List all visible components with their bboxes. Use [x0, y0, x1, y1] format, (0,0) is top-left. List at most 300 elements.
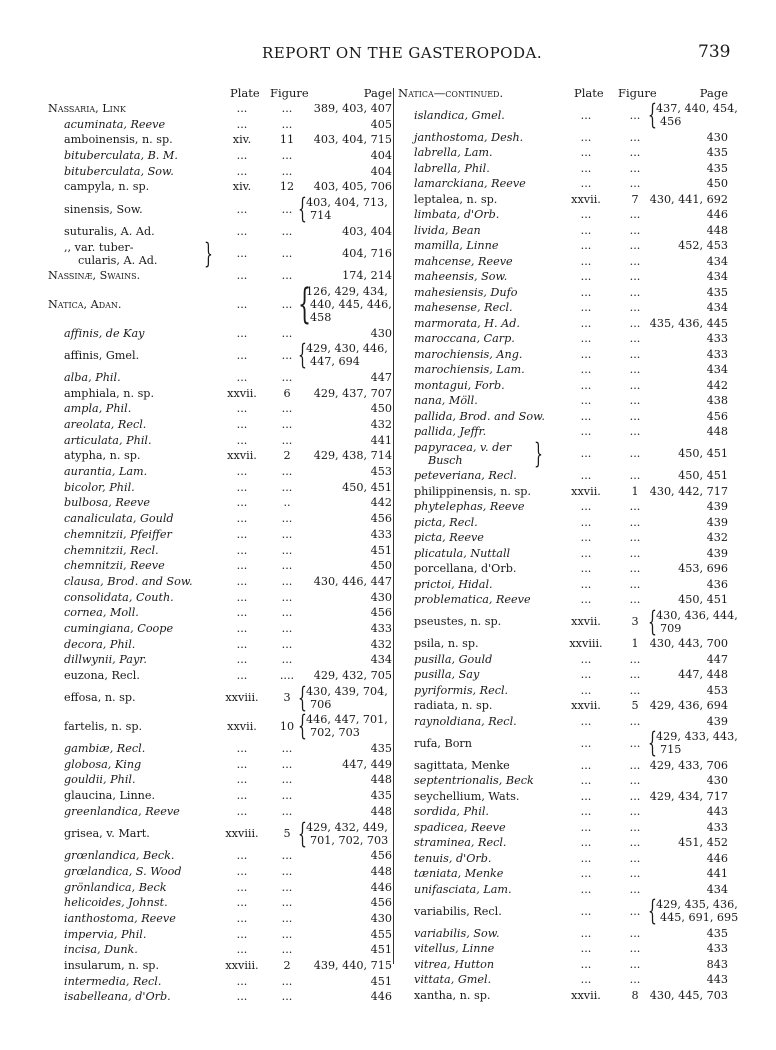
entry-name: pusilla, Gould: [414, 652, 493, 666]
entry-name: pallida, Brod. and Sow.: [414, 409, 545, 423]
entry-name: euzona, Recl.: [64, 669, 140, 682]
entry-figure: ...: [629, 714, 641, 728]
entry-pages: 404: [370, 149, 392, 163]
index-entry: [48, 928, 392, 944]
entry-name: chemnitzii, Recl.: [64, 543, 159, 557]
entry-plate: ...: [236, 574, 248, 588]
entry-plate: ...: [236, 896, 248, 910]
index-entry: [398, 805, 728, 821]
entry-pages: 446: [370, 990, 392, 1004]
entry-name: spadicea, Reeve: [414, 820, 506, 834]
brace-glyph: }: [534, 436, 543, 470]
index-entry: [398, 883, 728, 899]
entry-figure: ...: [629, 668, 641, 681]
index-entry: [48, 742, 392, 758]
entry-figure: 10: [279, 719, 295, 733]
entry-pages: 435: [370, 742, 392, 756]
entry-figure: 12: [279, 180, 295, 194]
entry-name: affinis, Gmel.: [64, 348, 140, 362]
entry-name: consolidata, Couth.: [64, 590, 174, 604]
entry-name: nana, Möll.: [414, 394, 478, 407]
entry-figure: 5: [283, 827, 291, 840]
index-entry: [398, 942, 728, 958]
entry-plate: ...: [236, 669, 248, 682]
entry-pages: 429, 432, 705: [313, 669, 392, 682]
entry-name: marmorata, H. Ad.: [414, 316, 520, 330]
entry-name: papyracea, v. der Busch: [414, 440, 512, 467]
entry-name: plicatula, Nuttall: [414, 546, 511, 560]
entry-pages: 456: [370, 606, 392, 620]
entry-figure: ...: [281, 804, 293, 818]
entry-plate: ...: [580, 820, 592, 834]
entry-plate: xxvii.: [571, 192, 601, 206]
entry-plate: ...: [580, 409, 592, 423]
entry-figure: ...: [629, 347, 641, 361]
entry-figure: ...: [281, 480, 293, 494]
entry-figure: ...: [281, 864, 293, 878]
entry-figure: ...: [281, 224, 293, 238]
entry-figure: ...: [281, 202, 293, 216]
index-entry: [398, 668, 728, 684]
index-entry: [398, 593, 728, 609]
entry-plate: ...: [580, 500, 592, 513]
entry-pages: 451: [370, 974, 392, 988]
entry-name: labrella, Lam.: [414, 146, 493, 159]
entry-plate: ...: [580, 904, 592, 918]
entry-pages: 450, 451: [678, 469, 728, 482]
entry-name: prictoi, Hidal.: [414, 577, 493, 591]
index-entry: [48, 528, 392, 544]
entry-plate: ...: [580, 447, 592, 460]
entry-pages: 430: [706, 130, 728, 144]
entry-figure: ...: [281, 269, 293, 283]
entry-name: montagui, Forb.: [414, 378, 505, 392]
entry-name: picta, Recl.: [414, 515, 478, 529]
entry-name: pusilla, Say: [414, 668, 480, 681]
entry-plate: ...: [236, 773, 248, 787]
entry-pages: 433: [370, 527, 392, 541]
index-entry: [48, 849, 392, 865]
entry-pages: 404: [370, 164, 392, 178]
entry-plate: ...: [580, 836, 592, 849]
entry-figure: ...: [281, 637, 293, 651]
entry-figure: 5: [631, 699, 639, 712]
entry-figure: ...: [629, 867, 641, 880]
entry-plate: xiv.: [232, 180, 252, 194]
entry-plate: ...: [580, 867, 592, 880]
index-entry: [48, 896, 392, 912]
entry-plate: ...: [236, 637, 248, 651]
entry-plate: ...: [236, 348, 248, 362]
entry-pages: 429, 438, 714: [313, 449, 392, 463]
entry-pages: 433: [706, 347, 728, 361]
index-entry: [48, 279, 392, 328]
plate-header: Plate: [230, 86, 260, 100]
entry-pages: 434: [706, 301, 728, 314]
entry-figure: ...: [629, 409, 641, 423]
index-entry: [398, 348, 728, 364]
entry-figure: ...: [281, 789, 293, 803]
entry-pages: 437, 440, 454, 456: [656, 102, 738, 128]
entry-plate: xiv.: [232, 133, 252, 147]
entry-name: septentrionalis, Beck: [414, 774, 534, 787]
entry-plate: ...: [236, 804, 248, 818]
entry-pages: 403, 404, 715: [313, 133, 392, 147]
entry-figure: ...: [629, 577, 641, 591]
index-entry: [398, 162, 728, 178]
entry-figure: ...: [281, 348, 293, 362]
index-entry: [48, 559, 392, 575]
index-entry: [48, 418, 392, 434]
entry-pages: 126, 429, 434, 440, 445, 446, 458: [306, 284, 392, 324]
entry-pages: 429, 430, 446, 447, 694: [306, 342, 388, 369]
entry-plate: ...: [580, 942, 592, 955]
entry-figure: ...: [281, 943, 293, 957]
index-entry: [48, 758, 392, 774]
entry-pages: 433: [706, 942, 728, 955]
entry-plate: ...: [236, 512, 248, 526]
entry-name: bituberculata, B. M.: [64, 149, 178, 163]
entry-pages: 441: [706, 867, 728, 880]
entry-figure: ...: [281, 742, 293, 756]
entry-plate: ...: [580, 577, 592, 591]
index-entry: [48, 773, 392, 789]
entry-pages: 430: [370, 590, 392, 604]
entry-figure: 1: [631, 637, 639, 650]
entry-figure: ...: [629, 683, 641, 697]
entry-plate: ...: [236, 559, 248, 573]
index-entry: [398, 821, 728, 837]
index-entry: [48, 975, 392, 991]
entry-pages: 430: [370, 911, 392, 925]
entry-plate: ...: [580, 332, 592, 345]
entry-pages: 432: [706, 531, 728, 544]
entry-figure: ...: [629, 363, 641, 376]
entry-name: decora, Phil.: [64, 637, 136, 651]
entry-figure: 11: [279, 133, 295, 147]
entry-figure: ...: [629, 789, 641, 803]
entry-name: bituberculata, Sow.: [64, 164, 174, 178]
entry-figure: ...: [629, 208, 641, 221]
entry-pages: 430, 439, 704, 706: [306, 684, 388, 711]
entry-plate: xxvii.: [571, 699, 601, 712]
entry-figure: ...: [629, 146, 641, 159]
index-entry: [398, 500, 728, 516]
entry-plate: ...: [580, 425, 592, 438]
index-entry: [398, 98, 738, 131]
entry-plate: ...: [236, 606, 248, 620]
index-entry: [48, 327, 392, 343]
entry-name: incisa, Dunk.: [64, 943, 138, 957]
index-entry: [48, 481, 392, 497]
entry-figure: ...: [629, 904, 641, 918]
entry-pages: 429, 433, 706: [649, 758, 728, 772]
entry-name: pyriformis, Recl.: [414, 683, 509, 697]
entry-plate: ...: [580, 208, 592, 221]
entry-name: variabilis, Sow.: [414, 926, 500, 940]
page-header-label: Page: [363, 86, 392, 100]
entry-name: sagittata, Menke: [414, 758, 510, 772]
entry-pages: 453: [706, 683, 728, 697]
entry-name: amphiala, n. sp.: [64, 386, 155, 400]
entry-name: maroccana, Carp.: [414, 332, 515, 345]
entry-figure: ...: [629, 882, 641, 896]
entry-plate: ...: [236, 247, 248, 260]
entry-name: phytelephas, Reeve: [414, 500, 525, 513]
entry-pages: 451: [370, 543, 392, 557]
entry-figure: ...: [281, 773, 293, 787]
entry-figure: ...: [629, 973, 641, 986]
entry-name: fartelis, n. sp.: [64, 719, 143, 733]
index-entry: [398, 578, 728, 594]
index-entry: [48, 236, 392, 270]
entry-plate: ...: [580, 239, 592, 252]
brace-glyph: {: [298, 816, 307, 850]
entry-figure: ...: [629, 108, 641, 122]
entry-name: campyla, n. sp.: [64, 180, 150, 194]
entry-name: grisea, v. Mart.: [64, 827, 150, 840]
entry-pages: 429, 432, 449, 701, 702, 703: [306, 820, 389, 847]
entry-pages: 456: [370, 896, 392, 910]
entry-pages: 448: [370, 773, 392, 787]
index-entry: [398, 301, 728, 317]
page-header: [0, 44, 776, 66]
entry-pages: 435: [370, 789, 392, 803]
entry-figure: ...: [281, 849, 293, 863]
index-entry: [48, 133, 392, 149]
entry-pages: 435: [706, 146, 728, 159]
entry-figure: ...: [629, 447, 641, 460]
entry-pages: 430, 441, 692: [649, 192, 728, 206]
entry-figure: ...: [629, 177, 641, 190]
entry-plate: ...: [236, 370, 248, 384]
index-entry: [398, 927, 728, 943]
entry-plate: ...: [580, 683, 592, 697]
entry-plate: ...: [580, 789, 592, 803]
index-entry: [48, 669, 392, 685]
index-entry: [48, 881, 392, 897]
column-header-right: [398, 86, 728, 102]
index-entry: [398, 547, 728, 563]
entry-pages: 443: [706, 973, 728, 986]
entry-name: livida, Bean: [414, 223, 481, 237]
entry-name: chemnitzii, Pfeiffer: [64, 527, 172, 541]
entry-figure: ..: [283, 496, 291, 510]
index-entry: [48, 371, 392, 387]
entry-plate: ...: [580, 254, 592, 268]
entry-pages: 450, 451: [678, 593, 728, 606]
index-column-left: [48, 86, 392, 1006]
entry-figure: ...: [281, 543, 293, 557]
index-entry: [398, 516, 728, 532]
entry-figure: ...: [281, 927, 293, 941]
index-column-right: [398, 86, 739, 1004]
index-entry: [398, 958, 728, 974]
entry-pages: 429, 434, 717: [649, 789, 728, 803]
entry-pages: 430: [706, 774, 728, 787]
index-entry: [398, 852, 728, 868]
entry-figure: 8: [631, 988, 639, 1002]
entry-name: philippinensis, n. sp.: [414, 484, 531, 498]
index-entry: [48, 118, 392, 134]
entry-figure: ...: [629, 546, 641, 560]
index-entry: [398, 317, 728, 333]
entry-figure: ...: [629, 332, 641, 345]
index-entry: [48, 465, 392, 481]
entry-name: bicolor, Phil.: [64, 480, 135, 494]
page-number: 739: [698, 42, 731, 62]
entry-figure: ...: [281, 896, 293, 910]
index-entry: [48, 387, 392, 403]
entry-figure: ...: [629, 942, 641, 955]
entry-pages: 448: [370, 864, 392, 878]
entry-figure: ...: [629, 161, 641, 175]
page-header-label: Page: [699, 86, 728, 100]
entry-plate: xxviii.: [225, 959, 259, 972]
index-entry: [48, 102, 392, 118]
entry-pages: 450: [706, 177, 728, 190]
index-entry: [398, 410, 728, 426]
entry-figure: ...: [281, 574, 293, 588]
entry-plate: ...: [580, 882, 592, 896]
entry-figure: ...: [281, 757, 293, 771]
entry-plate: ...: [236, 653, 248, 667]
entry-figure: ...: [629, 394, 641, 407]
entry-name: Natica, Adan.: [48, 297, 122, 311]
entry-figure: ...: [629, 531, 641, 544]
entry-pages: 435: [706, 285, 728, 299]
entry-name: limbata, d'Orb.: [414, 208, 500, 221]
entry-pages: 450, 451: [678, 447, 728, 460]
entry-plate: ...: [580, 515, 592, 529]
entry-plate: ...: [580, 363, 592, 376]
index-entry: [48, 269, 392, 285]
entry-pages: 430, 436, 444, 709: [656, 608, 738, 635]
entry-plate: ...: [580, 177, 592, 190]
entry-pages: 456: [370, 512, 392, 526]
entry-figure: ...: [629, 500, 641, 513]
entry-name: bulbosa, Reeve: [64, 496, 150, 510]
index-entry: [48, 805, 392, 821]
entry-plate: xxvii.: [571, 615, 601, 628]
entry-figure: ...: [281, 512, 293, 526]
entry-pages: 429, 435, 436, 445, 691, 695: [656, 898, 739, 924]
index-entry: [398, 485, 728, 501]
index-list-left: [48, 102, 392, 1006]
entry-figure: 2: [283, 959, 291, 972]
brace-glyph: {: [298, 279, 312, 328]
index-entry: [398, 759, 728, 775]
index-entry: [398, 224, 728, 240]
index-entry: [48, 496, 392, 512]
entry-pages: 446, 447, 701, 702, 703: [306, 713, 388, 740]
entry-figure: ...: [629, 223, 641, 237]
entry-plate: xxviii.: [225, 827, 259, 840]
entry-figure: ...: [281, 465, 293, 479]
entry-figure: ...: [281, 911, 293, 925]
index-entry: [398, 726, 738, 759]
section-continued-title: Natica—continued.: [398, 86, 504, 100]
entry-name: straminea, Recl.: [414, 836, 507, 849]
index-entry: [48, 638, 392, 654]
column-divider: [393, 88, 394, 964]
entry-plate: ...: [236, 117, 248, 131]
entry-pages: 439, 440, 715: [313, 959, 392, 972]
entry-plate: ...: [236, 621, 248, 635]
entry-plate: ...: [580, 851, 592, 865]
index-entry: [48, 816, 392, 850]
brace-glyph: {: [648, 726, 657, 759]
index-entry: [48, 338, 392, 372]
entry-pages: 434: [706, 270, 728, 283]
entry-plate: ...: [236, 164, 248, 178]
entry-figure: ...: [281, 402, 293, 416]
entry-plate: ...: [580, 774, 592, 787]
index-entry: [398, 867, 728, 883]
entry-name: mahesiensis, Dufo: [414, 285, 518, 299]
entry-pages: 429, 436, 694: [649, 699, 728, 712]
entry-pages: 432: [370, 637, 392, 651]
entry-pages: 435: [706, 926, 728, 940]
index-entry: [48, 225, 392, 241]
entry-name: grœnlandica, Beck.: [64, 849, 175, 863]
index-entry: [398, 894, 739, 927]
entry-name: janthostoma, Desh.: [414, 130, 524, 144]
entry-plate: xxvii.: [571, 988, 601, 1002]
entry-figure: ...: [629, 515, 641, 529]
entry-name: suturalis, A. Ad.: [64, 224, 155, 238]
entry-name: grönlandica, Beck: [64, 880, 167, 894]
entry-name: helicoides, Johnst.: [64, 896, 168, 910]
brace-glyph: {: [298, 338, 307, 372]
entry-figure: ...: [629, 562, 641, 575]
entry-pages: 435, 436, 445: [649, 316, 728, 330]
entry-pages: 429, 433, 443, 715: [656, 730, 738, 756]
index-entry: [48, 959, 392, 975]
figure-header: Figure: [618, 86, 657, 100]
entry-figure: ...: [281, 370, 293, 384]
index-entry: [398, 394, 728, 410]
entry-pages: 433: [706, 820, 728, 834]
entry-pages: 447, 449: [342, 757, 392, 771]
index-entry: [48, 449, 392, 465]
entry-plate: ...: [236, 990, 248, 1004]
index-entry: [48, 943, 392, 959]
entry-pages: 434: [370, 653, 392, 667]
entry-name: globosa, King: [64, 757, 142, 771]
entry-plate: ...: [236, 864, 248, 878]
index-entry: [48, 591, 392, 607]
index-entry: [398, 637, 728, 653]
entry-figure: ...: [629, 316, 641, 330]
entry-pages: 405: [370, 117, 392, 131]
entry-name: greenlandica, Reeve: [64, 804, 180, 818]
entry-figure: 7: [631, 192, 639, 206]
entry-pages: 438: [706, 394, 728, 407]
entry-pages: 450: [370, 559, 392, 573]
entry-figure: ...: [629, 836, 641, 849]
index-entry: [398, 255, 728, 271]
entry-figure: ...: [281, 880, 293, 894]
index-entry: [48, 606, 392, 622]
entry-pages: 430, 446, 447: [313, 574, 392, 588]
entry-pages: 451: [370, 943, 392, 957]
entry-pages: 447: [370, 370, 392, 384]
entry-figure: ...: [281, 164, 293, 178]
entry-name: insularum, n. sp.: [64, 959, 160, 972]
entry-pages: 433: [370, 621, 392, 635]
entry-pages: 453, 696: [678, 562, 728, 575]
